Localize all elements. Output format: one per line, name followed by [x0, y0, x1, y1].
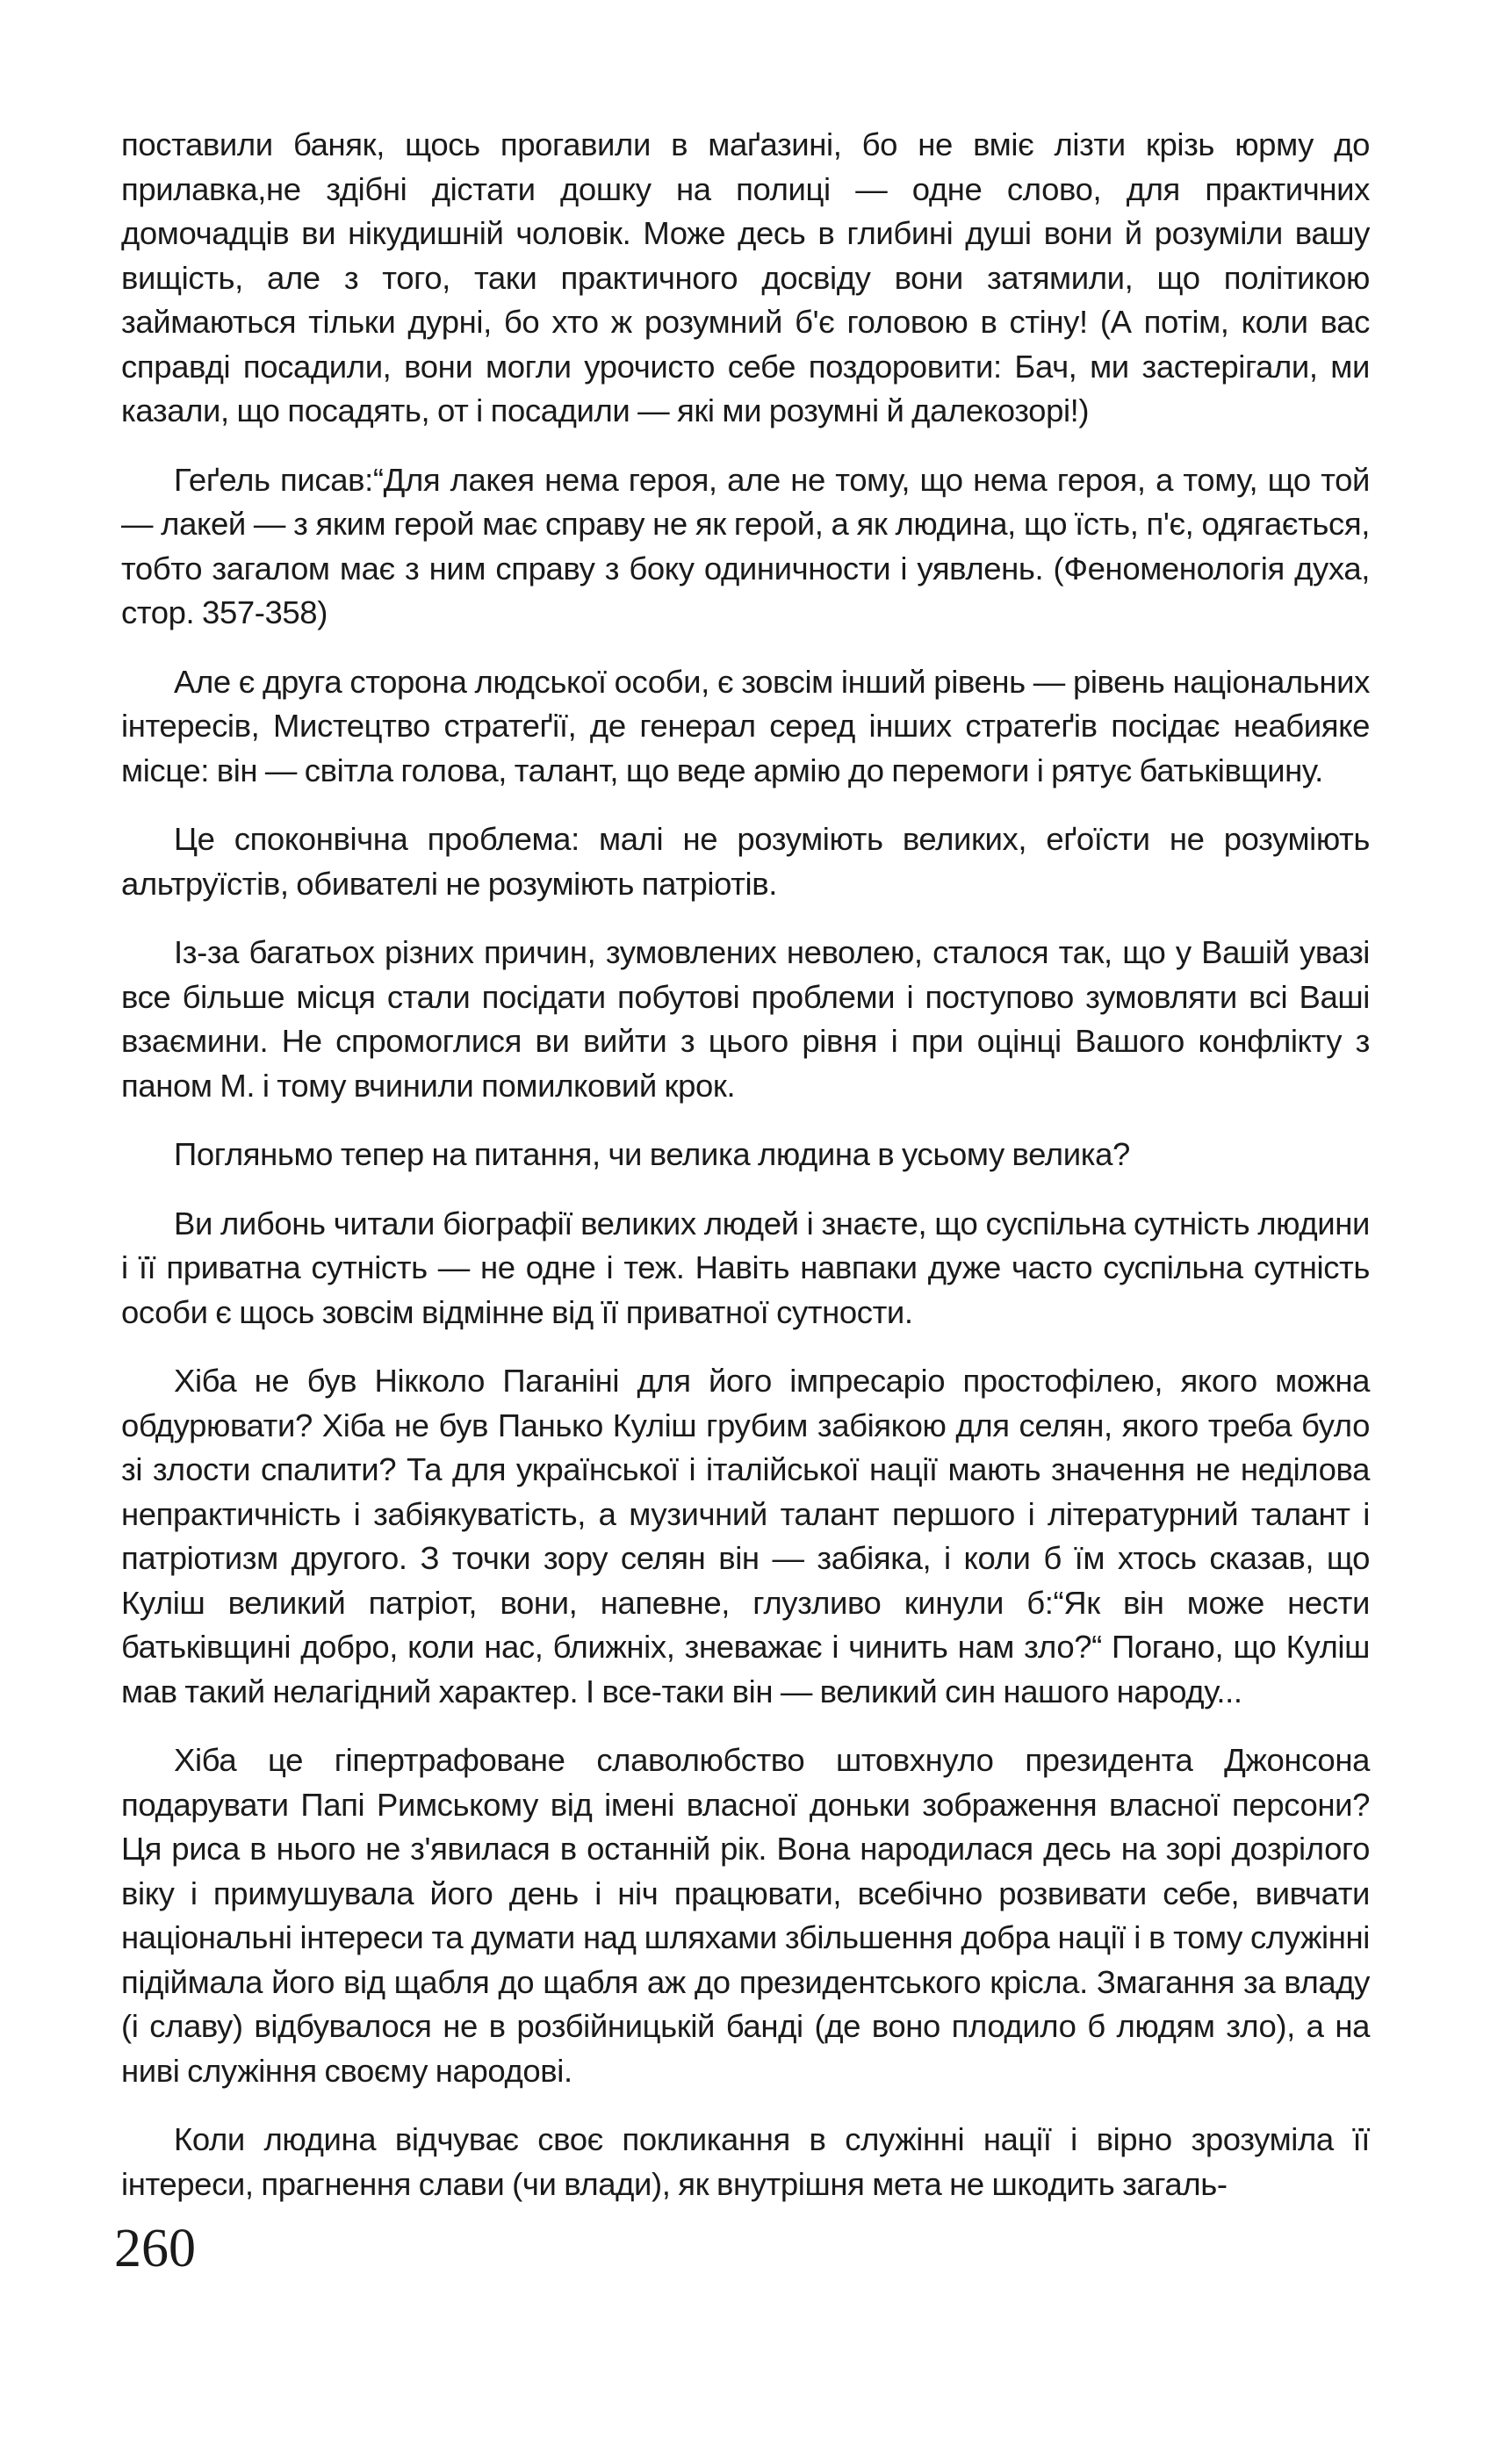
paragraph-9: Хіба це гіпертрафоване славолюбство штовхнуло президента Джонсона подарувати Папі Римському від імені власної доньки зображення власної персони? Ця риса в нього не з'явилася в останній рік. Вона народилася десь на зорі дозрілого віку і примушувала його день і ніч працювати, всебічно розвивати себе, вивчати національні інтереси та думати над шляхами збільшення добра нації і в тому служінні підіймала його від щабля до щабля аж до президентського крісла. Змагання за владу (і славу) відбувалося не в розбійницькій банді (де воно плодило б людям зло), а на ниві служіння своєму народові.: [121, 1742, 1370, 2089]
paragraph-6: Погляньмо тепер на питання, чи велика людина в усьому велика?: [174, 1136, 1130, 1172]
paragraph-8: Хіба не був Нікколо Паганіні для його імпресаріо простофілею, якого можна обдурювати? Хіба не був Панько Куліш грубим забіякою для селян, якого треба було зі злости спалити? Та для української і італійської нації мають значення не неділова непрактичність і забіякуватість, а музичний талант першого і літературний талант і патріотизм другого. З точки зору селян він — забіяка, і коли б їм хтось сказав, що Куліш великий патріот, вони, напевне, глузливо кинули б:“Як він може нести батьківщині добро, коли нас, ближніх, зневажає і чинить нам зло?“ Погано, що Куліш мав такий нелагідний характер. І все-таки він — великий син нашого народу...: [121, 1363, 1370, 1709]
paragraph-5: Із-за багатьох різних причин, зумовлених неволею, сталося так, що у Вашій увазі все більше місця стали посідати побутові проблеми і поступово зумовляти всі Ваші взаємини. Не спромоглися ви вийти з цього рівня і при оцінці Вашого конфлікту з паном М. і тому вчинили помилковий крок.: [121, 934, 1370, 1104]
page-number: 260: [114, 2219, 196, 2278]
paragraph-4: Це споконвічна проблема: малі не розуміють великих, еґоїсти не розуміють альтруїстів, обивателі не розуміють патріотів.: [121, 821, 1370, 902]
paragraph-10: Коли людина відчуває своє покликання в служінні нації і вірно зрозуміла її інтереси, прагнення слави (чи влади), як внутрішня мета не шкодить загаль-: [121, 2121, 1370, 2202]
paragraph-3: Але є друга сторона людської особи, є зовсім інший рівень — рівень національних інтересів, Мистецтво стратеґії, де генерал серед інших стратеґів посідає неабияке місце: він — світла голова, талант, що веде армію до перемоги і рятує батьківщину.: [121, 663, 1370, 788]
body-text: [121, 123, 1370, 2206]
paragraph-1: поставили баняк, щось прогавили в маґазині, бо не вміє лізти крізь юрму до прилавка,не здібні дістати дошку на полиці — одне слово, для практичних домочадців ви нікудишній чоловік. Може десь в глибині душі вони й розуміли вашу вищість, але з того, таки практичного досвіду вони затямили, що політикою займаються тільки дурні, бо хто ж розумний б'є головою в стіну! (А потім, коли вас справді посадили, вони могли урочисто себе поздоровити: Бач, ми застерігали, ми казали, що посадять, от і посадили — які ми розумні й далекозорі!): [121, 126, 1370, 428]
paragraph-7: Ви либонь читали біографії великих людей і знаєте, що суспільна сутність людини і її приватна сутність — не одне і теж. Навіть навпаки дуже часто суспільна сутність особи є щось зовсім відмінне від її приватної сутности.: [121, 1205, 1370, 1330]
paragraph-2: Геґель писав:“Для лакея нема героя, але не тому, що нема героя, а тому, що той — лакей — з яким герой має справу не як герой, а як людина, що їсть, п'є, одягається, тобто загалом має з ним справу з боку одиничности і уявлень. (Феноменологія духа, стор. 357-358): [121, 461, 1370, 630]
